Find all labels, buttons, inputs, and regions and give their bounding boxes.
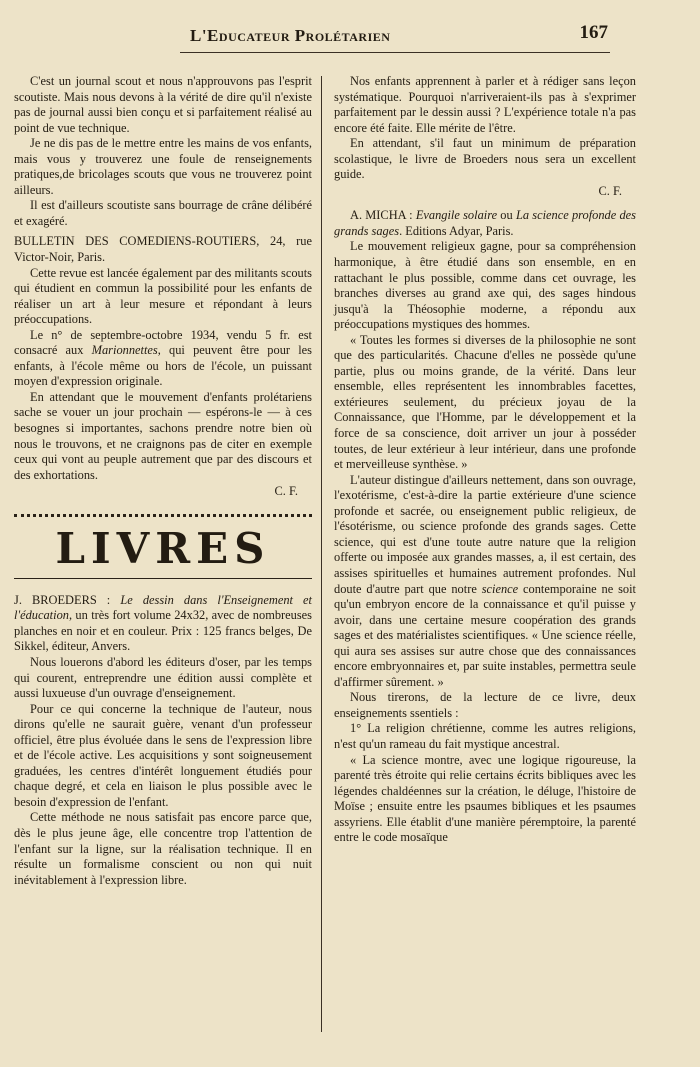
italic-word: science [481,581,519,596]
page-number: 167 [579,22,608,43]
paragraph: « La science montre, avec une logique rigoureuse, la parenté très étroite qui relie certains écrits bibliques avec les légendes chaldéennes sur la création, le déluge, l'histoire de Moïse ; ensuite entre les psaumes bibliques et les psaumes assyriens. Elle établit d'une manière péremptoire, la parenté entre le code mosaïque [334,752,636,845]
book-entry-heading [334,208,636,239]
text-run: Le n° de septembre-octobre 1934, vendu 5 fr. est consacré aux [14,327,312,358]
paragraph [14,328,312,390]
paragraph: Nous louerons d'abord les éditeurs d'oser, par les temps qui courent, entreprendre une édition aussi complète et aussi luxueuse d'un ouvrage d'enseignement. [14,654,312,701]
signature: C. F. [598,183,622,198]
italic-title: Marionnettes [91,343,158,358]
column-divider [321,76,322,1032]
book-title: La science profonde des grands sages [334,208,636,238]
text-run: ou [497,208,516,223]
paragraph: Pour ce qui concerne la technique de l'auteur, nous dirons qu'elle ne saurait guère, venant d'un professeur officiel, être plus évoluée dans le sens de l'expression libre et de l'école active. Les acquisitions y sont soigneusement graduées, les centres d'intérêt longuement étudiés pour chaque degré, et cela en liaison le plus possible avec le besoin d'expression de l'enfant. [14,701,312,809]
paragraph: C'est un journal scout et nous n'approuvons pas l'esprit scoutiste. Mais nous devons à la vérité de dire qu'il n'existe pas de journal aussi bien conçu et si parfaitement réalisé au point de vue technique. [14,74,312,135]
paragraph: Le mouvement religieux gagne, pour sa compréhension harmonique, à être étudié dans son ensemble, en en rattachant le plus possible, comme dans cet ouvrage, les branches diverses au grand axe qui, des sages hindous jusqu'à la Théosophie moderne, a répondu aux préoccupations mystiques des hommes. [334,239,636,332]
right-column [334,74,636,846]
paragraph: Nos enfants apprennent à parler et à rédiger sans leçon systématique. Pourquoi n'arriveraient-ils pas à s'exprimer parfaitement par le dessin aussi ? L'expérience totale n'a pas encore été faite. Elle mérite de l'être. [334,74,636,135]
book-details: , un très fort volume 24x32, avec de nombreuses planches en noir et en couleur. Prix : 125 francs belges, De Sikkel, éditeur, Anvers. [14,608,312,654]
section-heading-livres: LIVRES [55,523,271,573]
paragraph: Nous tirerons, de la lecture de ce livre, deux enseignements ssentiels : [334,690,636,720]
text-run: contemporaine ne soit qu'un embryon encore de la connaissance et qu'il puisse y avoir, dans une certaine mesure coopération des grands sages et des matérialistes scientifiques. « Une science réelle, qui aura ses assises sur autre chose que des connaissances encore embryonnaires et, par suite instables, permettra seule d'affirmer sûrement. » [334,581,636,689]
text-run: , qui peuvent être pour les enfants, à l'école même ou hors de l'école, un puissant moyen d'expression originale. [14,343,312,389]
signature: C. F. [274,484,298,499]
heading-underline [14,578,312,579]
left-column [14,74,312,888]
author: A. MICHA : [350,208,416,223]
paragraph: Il est d'ailleurs scoutiste sans bourrage de crâne délibéré et exagéré. [14,198,312,228]
text-run: L'auteur distingue d'ailleurs nettement, dans son ouvrage, l'exotérisme, c'est-à-dire la partie extérieure d'une science profonde et sacrée, ou enseignement public religieux, de l'ésotérisme, ou science profonde des grands sages. Cette science, qui est d'une toute autre nature que la religion offerte ou imposée aux grandes masses, a, il est certain, des assises spirituelles et humaines autrement profondes. Nul doute d'autre part que notre [334,472,636,596]
dotted-divider [14,514,312,522]
paragraph: Cette revue est lancée également par des militants scouts qui étudient en commun la possibilité pour les enfants de réaliser un art à leur mesure et répondant à leurs préoccupations. [14,265,312,327]
book-title: Le dessin dans l'Enseignement et l'éducation [14,592,312,623]
page-header [180,22,610,53]
journal-title: L'Educateur Prolétarien [190,26,391,45]
paragraph: « Toutes les formes si diverses de la philosophie ne sont que des particularités. Chacune d'elles ne possède qu'une partie, plus ou moins grande, de la vérité. Dans leur ensemble, elles représentent les innombrables facettes, extérieures seulement, du précieux joyau de la Connaissance, que l'Homme, par le développement et la force de sa conscience, doit arriver un jour à posséder toutes, de leur extérieur à leur intérieur, dans une profonde et merveilleuse synthèse. » [334,332,636,472]
book-title: Evangile solaire [415,208,498,223]
book-details: . Editions Adyar, Paris. [399,223,514,238]
book-entry-heading [14,593,312,655]
paragraph: En attendant, s'il faut un minimum de préparation scolastique, le livre de Broeders nous sera un excellent guide. [334,136,636,182]
paragraph [334,473,636,691]
author: J. BROEDERS : [14,592,121,607]
paragraph: 1° La religion chrétienne, comme les autres religions, n'est qu'un rameau du fait mystique ancestral. [334,721,636,751]
review-heading: BULLETIN DES COMEDIENS-ROUTIERS, 24, rue Victor-Noir, Paris. [14,234,312,265]
paragraph: Cette méthode ne nous satisfait pas encore parce que, dès le plus jeune âge, elle concentre trop l'attention de l'enfant sur la ligne, sur la réalisation technique. Il en résulte un formalisme conscient ou non qui nuit inévitablement à l'expression libre. [14,810,312,887]
paragraph: Je ne dis pas de le mettre entre les mains de vos enfants, mais vous y trouverez une foule de renseignements pratiques,de bricolages scouts que vous ne trouverez point ailleurs. [14,136,312,197]
paragraph: En attendant que le mouvement d'enfants prolétariens sache se vouer un jour prochain — espérons-le — à ces besognes si importantes, sachons prendre notre bien où nous le trouvons, et ne craignons pas de citer en exemple ceux qui vont au peuple autrement que par des discours et des exhortations. [14,389,312,482]
